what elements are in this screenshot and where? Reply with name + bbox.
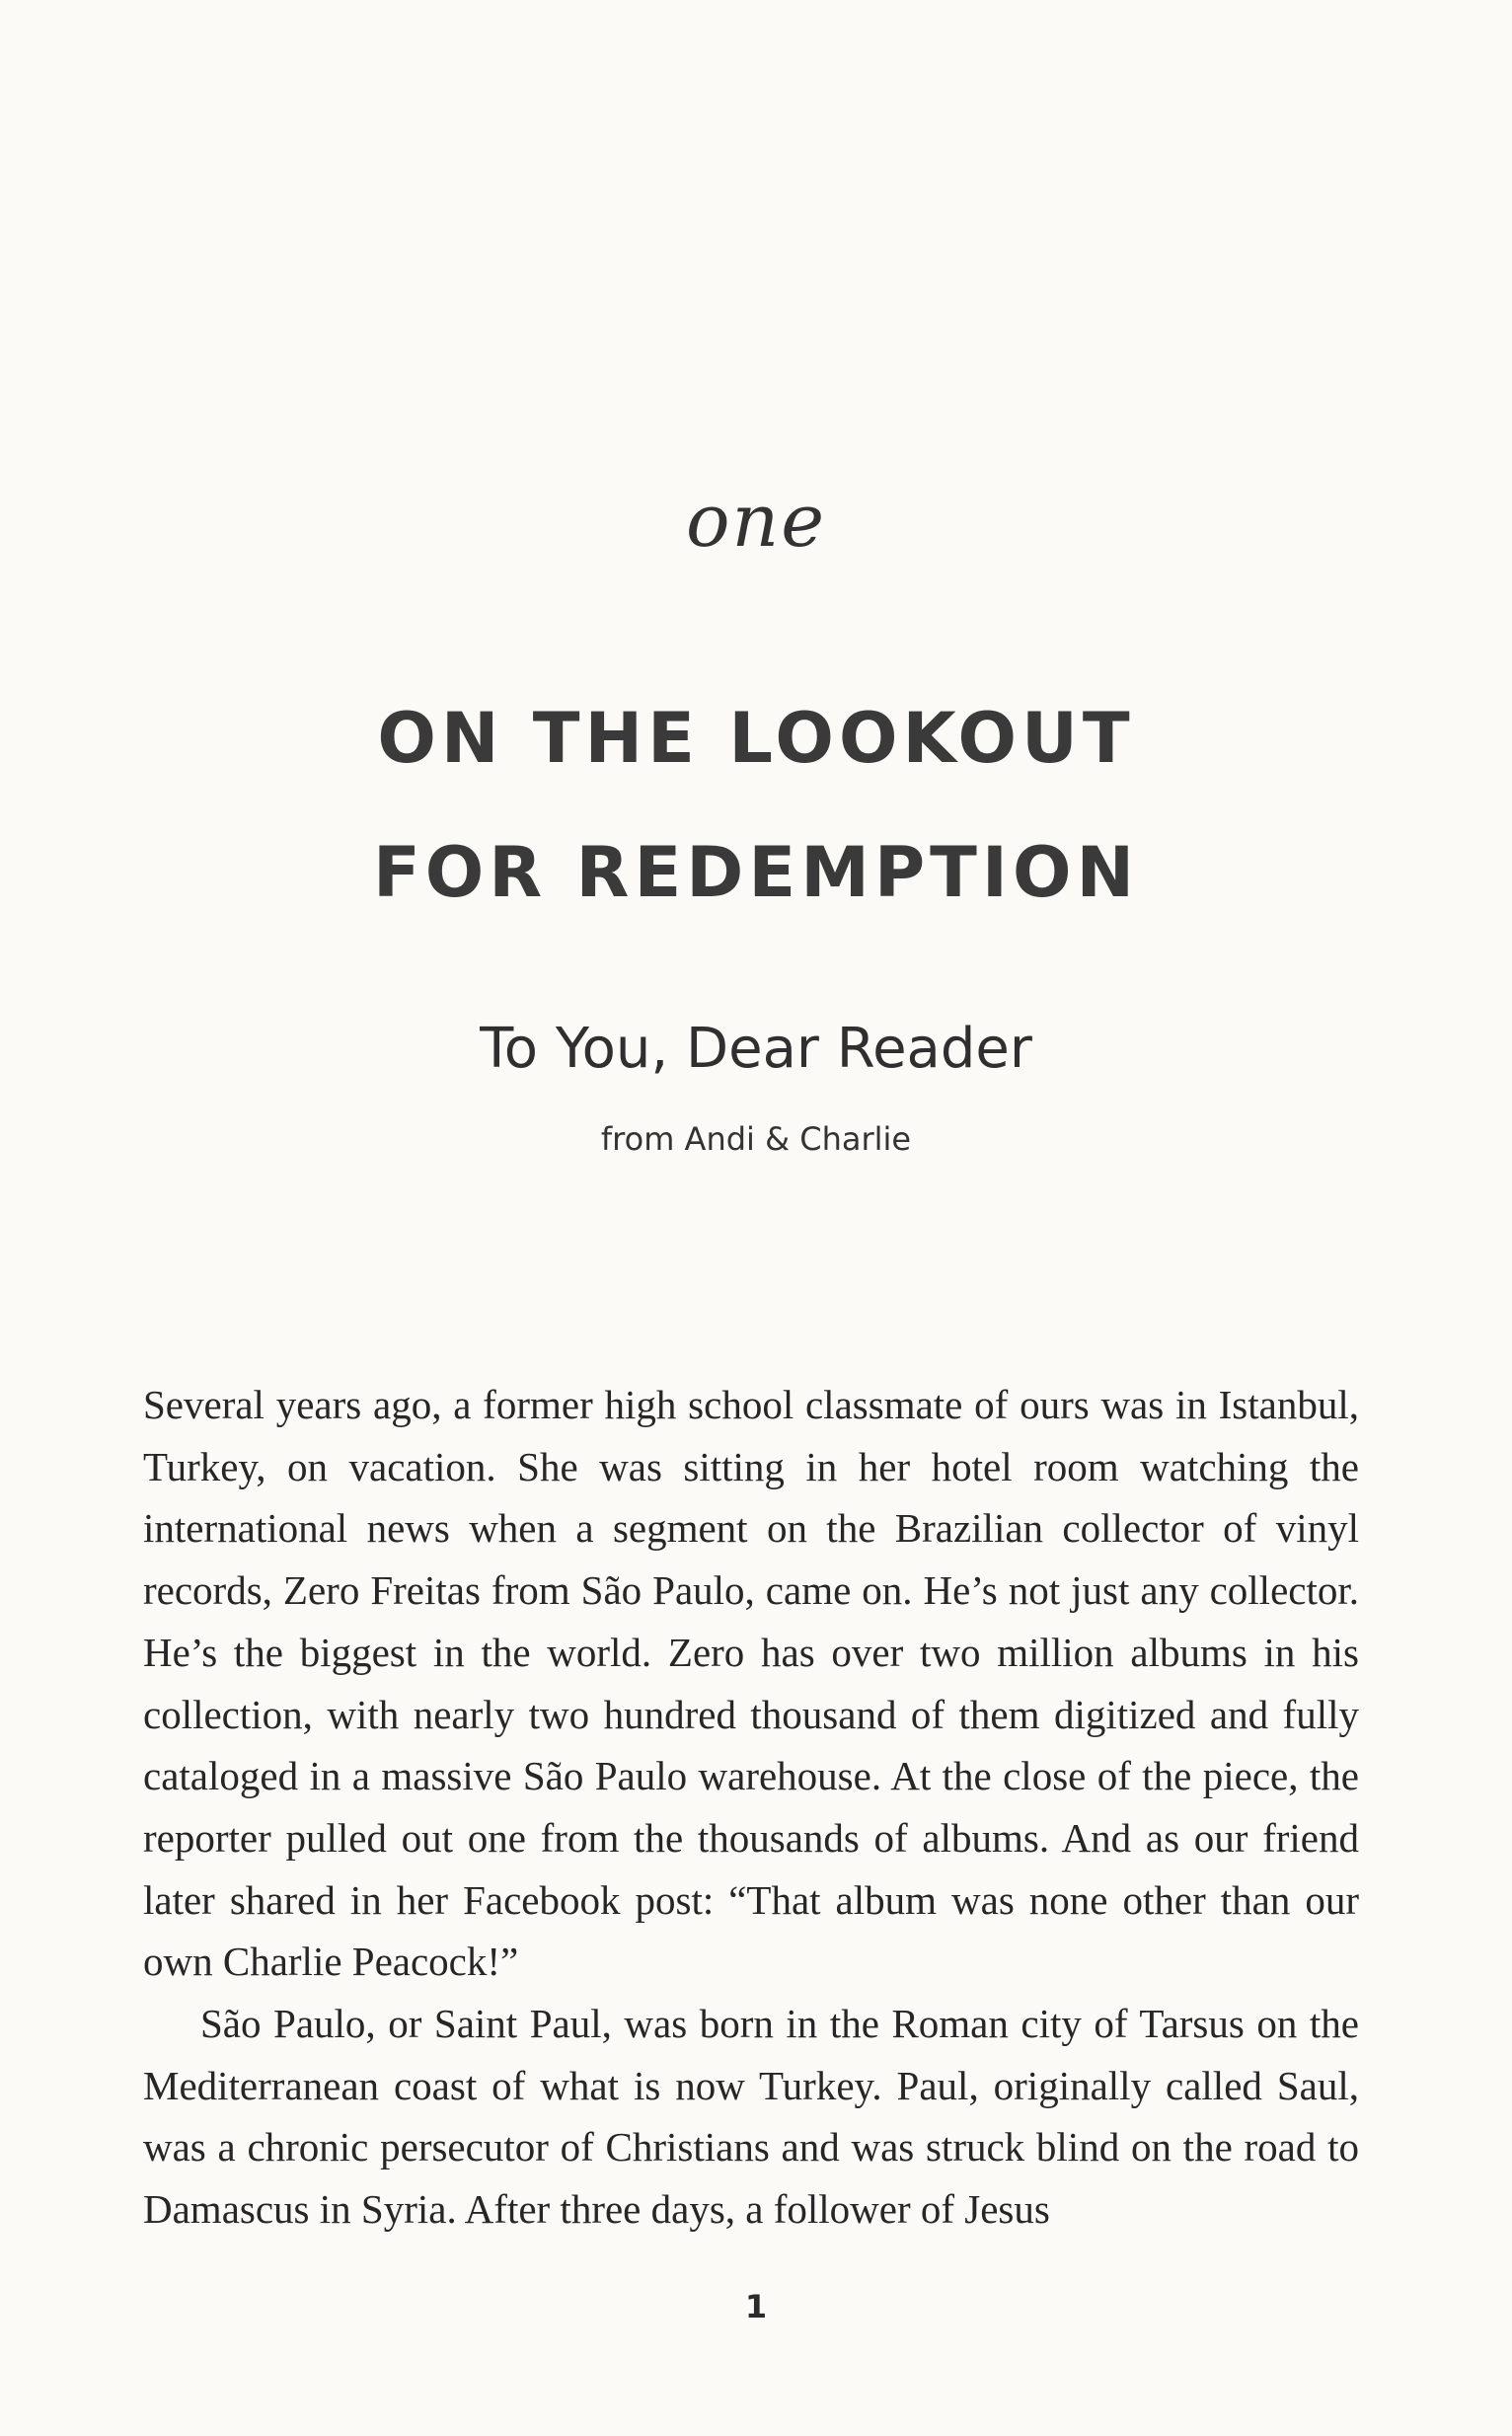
body-text — [143, 1374, 1359, 2241]
chapter-title-line-2: FOR REDEMPTION — [372, 832, 1140, 913]
body-paragraph-2: São Paulo, or Saint Paul, was born in the Roman city of Tarsus on the Mediterranean coast of what is now Turkey. Paul, originally called Saul, was a chronic persecutor of Christians and was struck blind on the road to Damascus in Syria. After three days, a follower of Jesus — [143, 2001, 1359, 2233]
page-number: 1 — [744, 2288, 768, 2325]
section-title: To You, Dear Reader — [480, 1017, 1032, 1081]
section-byline: from Andi & Charlie — [600, 1120, 912, 1158]
chapter-title — [0, 671, 1512, 940]
chapter-number-script: one — [685, 479, 826, 564]
chapter-title-line-1: ON THE LOOKOUT — [377, 698, 1135, 779]
body-paragraph-1: Several years ago, a former high school classmate of ours was in Istanbul, Turkey, on vacation. She was sitting in her hotel room watching the international news when a segment on the Brazilian collector of vinyl records, Zero Freitas from São Paulo, came on. He’s not just any collector. He’s the biggest in the world. Zero has over two million albums in his collection, with nearly two hundred thousand of them digitized and fully cataloged in a massive São Paulo warehouse. At the close of the piece, the reporter pulled out one from the thousands of albums. And as our friend later shared in her Facebook post: “That album was none other than our own Charlie Peacock!” — [143, 1382, 1359, 1985]
